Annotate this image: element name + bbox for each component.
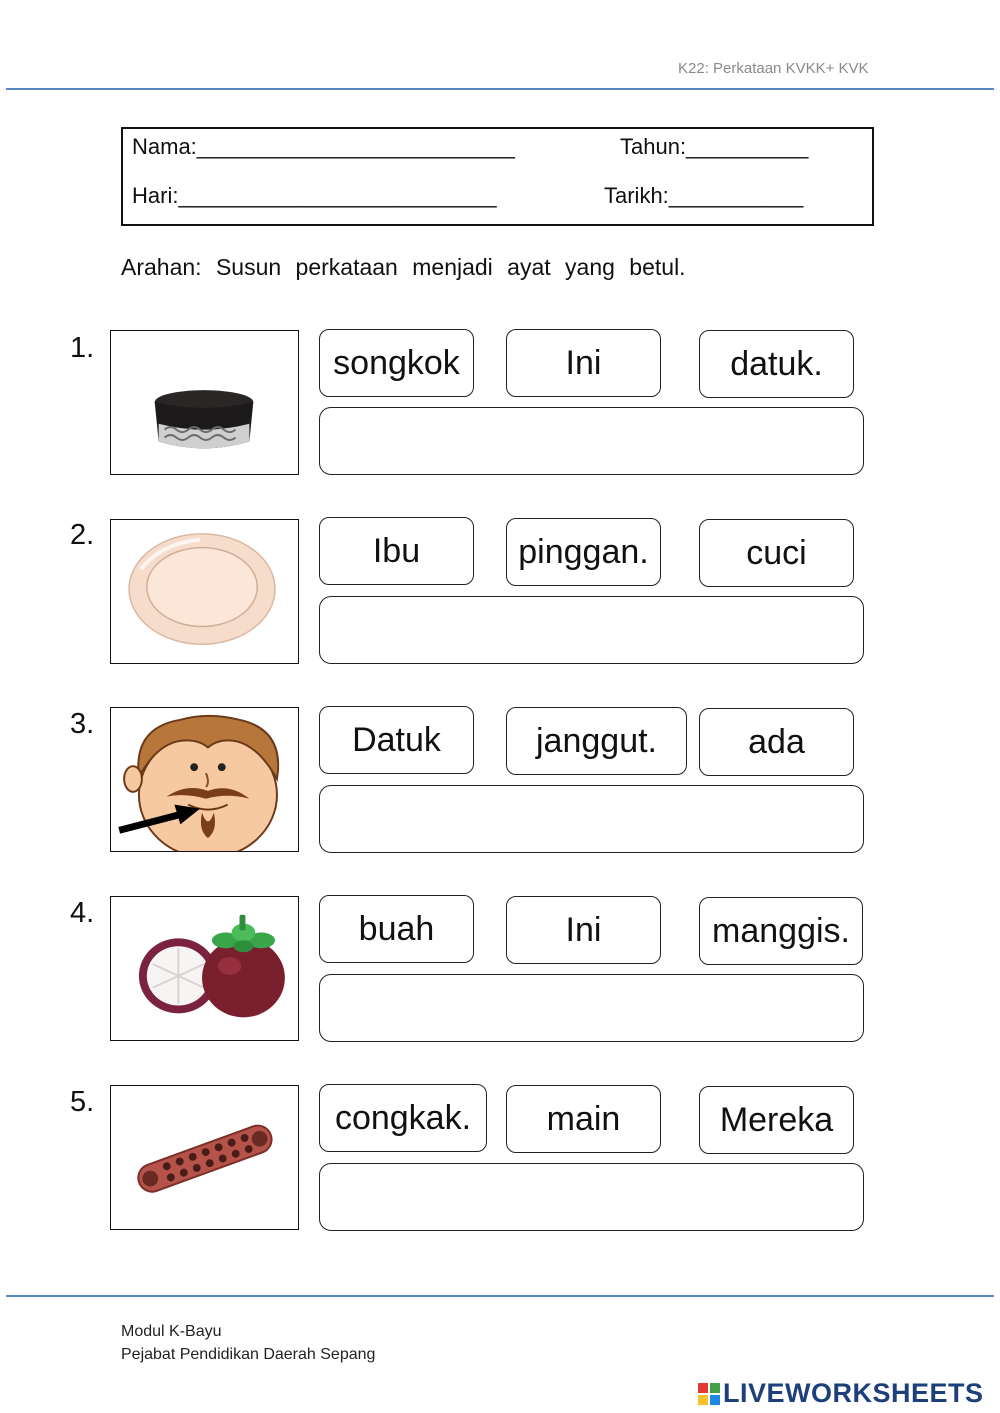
word-card[interactable]: datuk. [699,330,854,398]
word-card[interactable]: janggut. [506,707,687,775]
liveworksheets-label: LIVEWORKSHEETS [723,1378,984,1408]
word-card[interactable]: congkak. [319,1084,487,1152]
bottom-rule [6,1295,994,1297]
word-card[interactable]: pinggan. [506,518,661,586]
date-field[interactable]: Tarikh:___________ [604,183,804,208]
word-card[interactable]: buah [319,895,474,963]
mangosteen-image [110,896,299,1041]
top-rule [6,88,994,90]
header-code: K22: Perkataan KVKK+ KVK [678,60,869,77]
question-number: 5. [70,1086,95,1118]
answer-box[interactable] [319,407,864,475]
instruction-text: Arahan: Susun perkataan menjadi ayat yang betul. [121,254,686,280]
answer-box[interactable] [319,596,864,664]
liveworksheets-logo-icon [698,1383,720,1405]
word-card[interactable]: ada [699,708,854,776]
word-card[interactable]: songkok [319,329,474,397]
word-card[interactable]: manggis. [699,897,863,965]
word-card[interactable]: Ini [506,329,661,397]
word-card[interactable]: cuci [699,519,854,587]
question-number: 2. [70,519,95,551]
answer-box[interactable] [319,785,864,853]
footer-office: Pejabat Pendidikan Daerah Sepang [121,1346,376,1363]
student-info-box [121,127,874,226]
answer-box[interactable] [319,974,864,1042]
songkok-image [110,330,299,475]
day-field[interactable]: Hari:__________________________ [132,183,497,208]
question-number: 3. [70,708,95,740]
question-number: 4. [70,897,95,929]
word-card[interactable]: Ini [506,896,661,964]
word-card[interactable]: Mereka [699,1086,854,1154]
word-card[interactable]: main [506,1085,661,1153]
word-card[interactable]: Ibu [319,517,474,585]
congkak-board-image [110,1085,299,1230]
plate-image [110,519,299,664]
year-field[interactable]: Tahun:__________ [620,134,809,159]
footer-module: Modul K-Bayu [121,1323,222,1340]
answer-box[interactable] [319,1163,864,1231]
word-card[interactable]: Datuk [319,706,474,774]
question-number: 1. [70,332,95,364]
name-field[interactable]: Nama:__________________________ [132,134,515,159]
liveworksheets-brand[interactable] [698,1378,984,1409]
grandfather-face-image [110,707,299,852]
